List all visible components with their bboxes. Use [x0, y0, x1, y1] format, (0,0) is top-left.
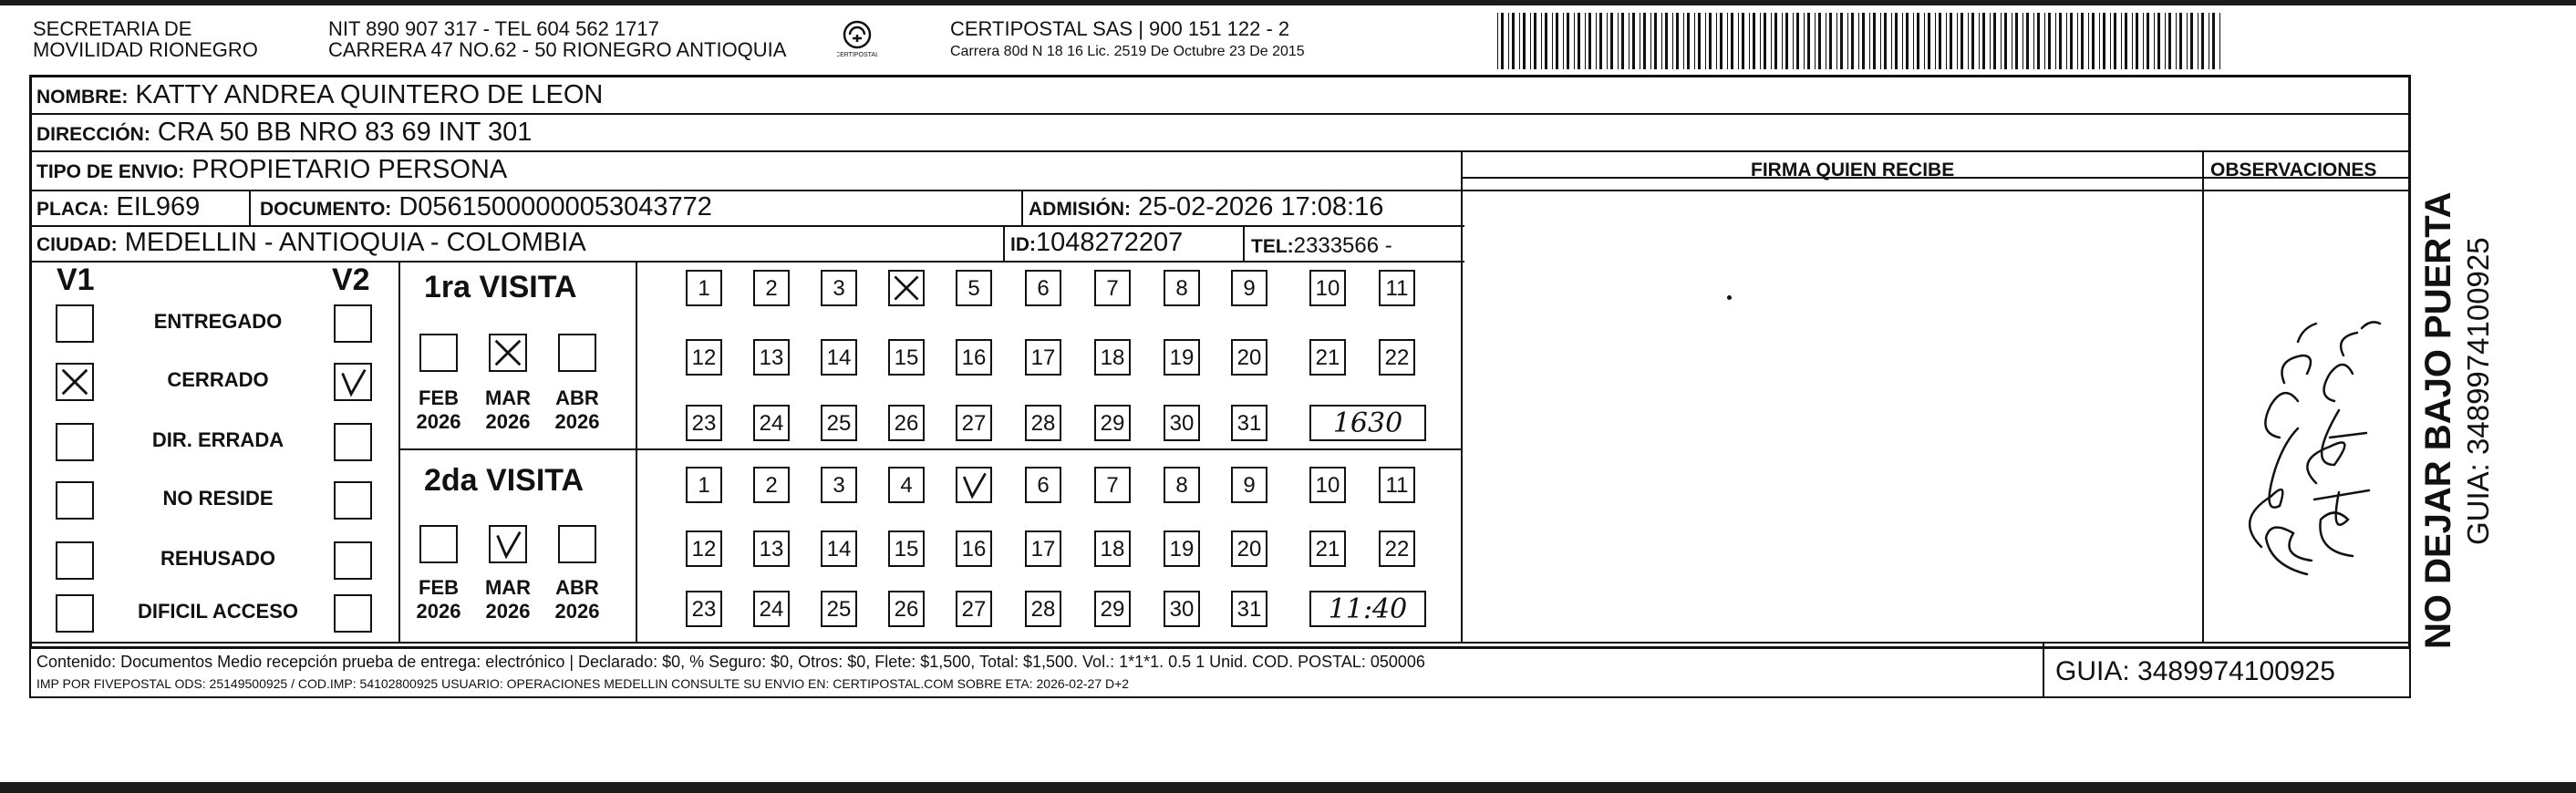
month-checkbox[interactable] [419, 525, 458, 563]
month-year: 2026 [416, 600, 461, 623]
day-box[interactable]: 29 [1094, 591, 1131, 627]
day-box[interactable]: 22 [1379, 530, 1415, 567]
v1-checkbox[interactable] [56, 363, 94, 401]
day-box[interactable]: 20 [1231, 339, 1267, 376]
v1-checkbox[interactable] [56, 423, 94, 461]
month-name: ABR [555, 386, 599, 409]
firma-label: FIRMA QUIEN RECIBE [1751, 160, 1955, 180]
id-value: 1048272207 [1036, 228, 1184, 257]
day-box[interactable]: 1 [686, 467, 722, 503]
row-divider [29, 642, 2411, 644]
visit-divider [398, 448, 1463, 450]
row-divider [29, 190, 2411, 191]
footer-imp: IMP POR FIVEPOSTAL ODS: 25149500925 / COD.IMP: 54102800925 USUARIO: OPERACIONES MEDELLIN CONSULTE SU ENVIO EN: CERTIPOSTAL.COM SOBRE ETA: 2026-02-27 D+2 [36, 676, 1130, 691]
day-box[interactable]: 17 [1025, 339, 1061, 376]
row-divider [29, 113, 2411, 115]
tipo-value: PROPIETARIO PERSONA [191, 155, 508, 184]
day-box[interactable]: 19 [1164, 339, 1200, 376]
v1-checkbox[interactable] [56, 594, 94, 633]
v2-label: V2 [332, 263, 370, 297]
v2-checkbox[interactable] [334, 541, 372, 580]
day-box[interactable]: 18 [1094, 530, 1131, 567]
visit1-title: 1ra VISITA [424, 270, 577, 304]
month-name: MAR [484, 386, 532, 409]
tipo-label: TIPO DE ENVIO: [36, 161, 185, 182]
v2-checkbox[interactable] [334, 481, 372, 520]
status-label: CERRADO [167, 368, 269, 391]
day-box[interactable]: 30 [1164, 591, 1200, 627]
admision-value: 25-02-2026 17:08:16 [1138, 192, 1384, 221]
month-year: 2026 [485, 600, 531, 623]
status-label: NO RESIDE [162, 487, 274, 510]
day-box[interactable]: 25 [821, 591, 857, 627]
day-box[interactable] [888, 270, 925, 306]
admision-row [1029, 192, 1383, 224]
documento-label: DOCUMENTO: [260, 199, 392, 220]
day-box[interactable]: 15 [888, 339, 925, 376]
col-divider [1461, 150, 1463, 644]
day-box[interactable] [956, 467, 992, 503]
day-box[interactable]: 23 [686, 405, 722, 441]
courier-name: CERTIPOSTAL SAS | 900 151 122 - 2 [950, 17, 1290, 40]
day-box[interactable]: 5 [956, 270, 992, 306]
footer-bottom [29, 696, 2411, 698]
col-divider [1021, 190, 1023, 225]
col-divider [1243, 225, 1245, 261]
day-box[interactable]: 27 [956, 405, 992, 441]
day-box[interactable]: 31 [1231, 591, 1267, 627]
tel-row [1251, 232, 1392, 262]
v2-checkbox[interactable] [334, 304, 372, 343]
day-box[interactable]: 9 [1231, 270, 1267, 306]
ciudad-label: CIUDAD: [36, 234, 118, 255]
day-box[interactable]: 13 [753, 339, 790, 376]
day-box[interactable]: 16 [956, 339, 992, 376]
tipo-row [36, 155, 507, 187]
day-box[interactable]: 10 [1309, 467, 1346, 503]
day-box[interactable]: 10 [1309, 270, 1346, 306]
signature-dot [1727, 295, 1732, 300]
status-label: ENTREGADO [153, 310, 283, 333]
day-box[interactable]: 30 [1164, 405, 1200, 441]
v2-checkbox[interactable] [334, 423, 372, 461]
col-divider [2202, 150, 2204, 644]
month-label [410, 576, 467, 623]
day-box[interactable]: 8 [1164, 270, 1200, 306]
direccion-row [36, 118, 532, 149]
footer-divider [2043, 642, 2044, 696]
day-box[interactable]: 28 [1025, 405, 1061, 441]
day-box[interactable]: 16 [956, 530, 992, 567]
day-box[interactable]: 29 [1094, 405, 1131, 441]
placa-value: EIL969 [116, 192, 201, 221]
certipostal-logo [837, 18, 877, 58]
nombre-row [36, 80, 603, 112]
id-label: ID: [1010, 234, 1036, 255]
month-label [549, 386, 605, 434]
day-box[interactable]: 23 [686, 591, 722, 627]
day-box[interactable]: 24 [753, 591, 790, 627]
org-name-line1: SECRETARIA DE [33, 17, 192, 40]
month-checkbox[interactable] [558, 334, 596, 372]
month-year: 2026 [554, 600, 600, 623]
day-box[interactable]: 18 [1094, 339, 1131, 376]
v1-label: V1 [57, 263, 95, 297]
row-divider [29, 261, 1464, 263]
month-label [410, 386, 467, 434]
placa-row [36, 192, 200, 224]
day-box[interactable]: 4 [888, 467, 925, 503]
month-name: MAR [484, 576, 532, 599]
day-box[interactable]: 14 [821, 339, 857, 376]
row-divider [29, 150, 2411, 152]
day-box[interactable]: 2 [753, 270, 790, 306]
day-box[interactable]: 13 [753, 530, 790, 567]
documento-row [260, 192, 712, 224]
org-nit: NIT 890 907 317 - TEL 604 562 1717 [328, 17, 659, 40]
time-box[interactable]: 1630 [1309, 405, 1426, 441]
day-box[interactable]: 26 [888, 591, 925, 627]
day-box[interactable]: 17 [1025, 530, 1061, 567]
tel-value: 2333566 - [1293, 233, 1392, 258]
day-box[interactable]: 7 [1094, 467, 1131, 503]
org-address: CARRERA 47 NO.62 - 50 RIONEGRO ANTIOQUIA [328, 38, 787, 61]
day-box[interactable]: 11 [1379, 270, 1415, 306]
day-box[interactable]: 3 [821, 467, 857, 503]
day-box[interactable]: 21 [1309, 339, 1346, 376]
observaciones-label: OBSERVACIONES [2210, 160, 2377, 180]
documento-value: D05615000000053043772 [398, 192, 712, 221]
day-box[interactable]: 15 [888, 530, 925, 567]
footer-guia: GUIA: 3489974100925 [2055, 656, 2335, 686]
day-box[interactable]: 7 [1094, 270, 1131, 306]
side-guia: GUIA: 3489974100925 [2461, 237, 2495, 545]
org-name-line2: MOVILIDAD RIONEGRO [33, 38, 258, 61]
barcode [1495, 13, 2225, 69]
month-name: FEB [419, 386, 459, 409]
day-box[interactable]: 6 [1025, 467, 1061, 503]
day-box[interactable]: 25 [821, 405, 857, 441]
tel-label: TEL: [1251, 236, 1294, 257]
v2-checkbox[interactable] [334, 594, 372, 633]
day-box[interactable]: 28 [1025, 591, 1061, 627]
col-divider [249, 190, 251, 225]
observation-handwriting [2207, 255, 2407, 638]
day-box[interactable]: 27 [956, 591, 992, 627]
bottom-border [0, 782, 2576, 793]
day-box[interactable]: 12 [686, 339, 722, 376]
footer-right [2409, 642, 2411, 698]
top-border [0, 0, 2576, 5]
day-box[interactable]: 6 [1025, 270, 1061, 306]
status-label: REHUSADO [160, 547, 275, 570]
side-warning: NO DEJAR BAJO PUERTA [2418, 191, 2458, 649]
day-box[interactable]: 12 [686, 530, 722, 567]
visit2-title: 2da VISITA [424, 463, 585, 498]
row-divider [29, 225, 1464, 227]
direccion-value: CRA 50 BB NRO 83 69 INT 301 [157, 118, 533, 147]
month-checkbox[interactable] [419, 334, 458, 372]
month-label [480, 386, 536, 434]
month-checkbox[interactable] [489, 525, 527, 563]
nombre-label: NOMBRE: [36, 87, 129, 108]
courier-address: Carrera 80d N 18 16 Lic. 2519 De Octubre 23 De 2015 [950, 44, 1305, 59]
admision-label: ADMISIÓN: [1029, 199, 1131, 220]
day-box[interactable]: 11 [1379, 467, 1415, 503]
day-box[interactable]: 1 [686, 270, 722, 306]
day-box[interactable]: 9 [1231, 467, 1267, 503]
month-label [480, 576, 536, 623]
month-year: 2026 [416, 410, 461, 433]
footer-content: Contenido: Documentos Medio recepción prueba de entrega: electrónico | Declarado: $0, % Seguro: $0, Otros: $0, Flete: $1,500, Total: $1,500. Vol.: 1*1*1. 0.5 1 Unid. COD. POSTAL: 050006 [36, 653, 1425, 671]
month-name: ABR [555, 576, 599, 599]
month-checkbox[interactable] [489, 334, 527, 372]
col-divider [398, 261, 400, 644]
month-label [549, 576, 605, 623]
logo-text: CERTIPOSTAL [837, 52, 877, 58]
day-box[interactable]: 8 [1164, 467, 1200, 503]
day-box[interactable]: 26 [888, 405, 925, 441]
day-box[interactable]: 31 [1231, 405, 1267, 441]
id-row [1010, 228, 1183, 260]
month-year: 2026 [485, 410, 531, 433]
v1-checkbox[interactable] [56, 304, 94, 343]
v2-checkbox[interactable] [334, 363, 372, 401]
nombre-value: KATTY ANDREA QUINTERO DE LEON [135, 80, 604, 109]
status-label: DIFICIL ACCESO [137, 600, 298, 623]
status-label: DIR. ERRADA [151, 428, 284, 451]
time-box[interactable]: 11:40 [1309, 591, 1426, 627]
v1-checkbox[interactable] [56, 541, 94, 580]
day-box[interactable]: 2 [753, 467, 790, 503]
day-box[interactable]: 19 [1164, 530, 1200, 567]
col-divider [1003, 225, 1005, 261]
day-box[interactable]: 20 [1231, 530, 1267, 567]
day-box[interactable]: 21 [1309, 530, 1346, 567]
month-year: 2026 [554, 410, 600, 433]
month-checkbox[interactable] [558, 525, 596, 563]
placa-label: PLACA: [36, 199, 109, 220]
ciudad-value: MEDELLIN - ANTIOQUIA - COLOMBIA [124, 228, 586, 257]
day-box[interactable]: 14 [821, 530, 857, 567]
day-box[interactable]: 22 [1379, 339, 1415, 376]
month-name: FEB [419, 576, 459, 599]
day-box[interactable]: 24 [753, 405, 790, 441]
day-box[interactable]: 3 [821, 270, 857, 306]
ciudad-row [36, 228, 586, 260]
col-divider [636, 261, 637, 644]
v1-checkbox[interactable] [56, 481, 94, 520]
direccion-label: DIRECCIÓN: [36, 124, 150, 145]
footer-left [29, 642, 31, 698]
